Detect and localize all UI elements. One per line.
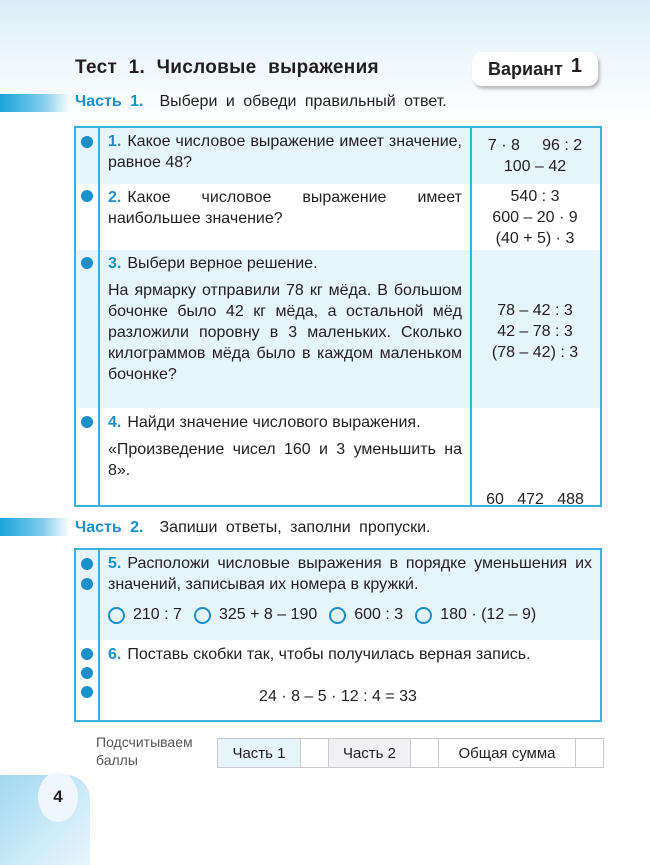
question-5 (108, 553, 592, 595)
expression: 210 : 7 (133, 606, 182, 623)
answer-circle-input[interactable] (108, 607, 125, 624)
answer-option[interactable]: 78 – 42 : 3 (497, 302, 573, 319)
expression: 325 + 8 – 190 (218, 606, 318, 623)
answer-circle-input[interactable] (194, 607, 211, 624)
answer-option[interactable]: 42 – 78 : 3 (497, 323, 573, 340)
part2-questions-box (74, 548, 602, 722)
answer-option[interactable]: 540 : 3 (510, 188, 560, 205)
question-row-4 (76, 408, 600, 508)
question-text: Какое числовое выражение имеет наибольшее значение? (108, 189, 462, 227)
difficulty-dot-icon (81, 667, 93, 679)
answer-option[interactable]: (40 + 5) · 3 (495, 230, 575, 247)
question-6 (108, 644, 592, 665)
question-number: 3. (108, 255, 122, 272)
answer-option[interactable]: 7 · 8 96 : 2 (487, 137, 583, 154)
difficulty-dot-icon (81, 136, 93, 148)
score-table (217, 738, 604, 768)
part2-instruction: Запиши ответы, заполни пропуски. (159, 519, 431, 536)
difficulty-dot-icon (81, 648, 93, 660)
question-row-3 (76, 250, 600, 408)
answer-circle-input[interactable] (415, 607, 432, 624)
question-number: 1. (108, 133, 122, 150)
part1-label: Часть 1. (75, 93, 144, 110)
score-part2-label: Часть 2 (329, 739, 411, 767)
part1-questions-box (74, 126, 602, 507)
score-part1-input[interactable] (301, 739, 329, 767)
part2-heading (75, 519, 431, 537)
answer-option[interactable]: 600 – 20 · 9 (492, 209, 578, 226)
question-3 (108, 253, 462, 385)
answer-options-4 (474, 447, 596, 552)
question-text: Какое числовое выражение имеет значение, равное 48? (108, 133, 462, 171)
question-number: 5. (108, 555, 122, 572)
question-text: Выбери верное решение. (127, 255, 318, 272)
answer-options-1 (474, 135, 596, 177)
part1-instruction: Выбери и обведи правильный ответ. (159, 93, 447, 110)
score-part2-input[interactable] (411, 739, 439, 767)
expression: 600 : 3 (354, 606, 404, 623)
answer-options-2 (474, 186, 596, 249)
dot-column-divider (98, 550, 100, 720)
question-text: Расположи числовые выражения в порядке уменьшения их значений, записывая их номера в кружки́. (108, 555, 592, 593)
question-4 (108, 412, 462, 481)
difficulty-dot-icon (81, 190, 93, 202)
variant-badge (472, 52, 598, 86)
variant-number: 1 (570, 54, 582, 77)
answer-option[interactable]: (78 – 42) : 3 (491, 344, 579, 361)
expression: 180 · (12 – 9) (440, 606, 537, 623)
question-row-1 (76, 128, 600, 184)
answer-options-3 (474, 300, 596, 363)
score-part1-label: Часть 1 (218, 739, 301, 767)
difficulty-dot-icon (81, 257, 93, 269)
question-1 (108, 131, 462, 173)
difficulty-dot-icon (81, 578, 93, 590)
variant-label: Вариант (488, 58, 563, 79)
part1-marker-strip (0, 94, 70, 112)
dot-column-divider (98, 128, 100, 505)
part1-heading (75, 93, 447, 111)
question-number: 4. (108, 414, 122, 431)
answer-circle-input[interactable] (329, 607, 346, 624)
question-number: 6. (108, 646, 122, 663)
score-total-input[interactable] (576, 739, 603, 767)
part2-label: Часть 2. (75, 519, 144, 536)
score-label: Подсчитываем баллы (96, 734, 193, 768)
problem-text: На ярмарку отправили 78 кг мёда. В большом бочонке было 42 кг мёда, а остальной мёд разложили поровну в 3 маленьких. Сколько килограммов мёда было в каждом маленьком бочонке? (108, 282, 462, 383)
score-total-label: Общая сумма (439, 739, 576, 767)
equation[interactable]: 24 · 8 – 5 · 12 : 4 = 33 (259, 688, 417, 705)
difficulty-dot-icon (81, 416, 93, 428)
page-number: 4 (38, 772, 78, 822)
question-row-2 (76, 184, 600, 250)
answer-column-divider (470, 128, 472, 505)
question-row-6 (76, 640, 600, 720)
ordering-expressions (108, 606, 536, 624)
problem-text: «Произведение чисел 160 и 3 уменьшить на 8». (108, 441, 462, 479)
question-number: 2. (108, 189, 122, 206)
question-text: Найди значение числового выражения. (127, 414, 421, 431)
answer-option[interactable]: 100 – 42 (503, 158, 567, 175)
question-row-5 (76, 550, 600, 640)
answer-option[interactable]: 60 472 488 (486, 491, 584, 508)
difficulty-dot-icon (81, 558, 93, 570)
question-2 (108, 187, 462, 229)
page-title: Тест 1. Числовые выражения (75, 57, 379, 78)
part2-marker-strip (0, 518, 70, 536)
question-text: Поставь скобки так, чтобы получилась верная запись. (127, 646, 531, 663)
